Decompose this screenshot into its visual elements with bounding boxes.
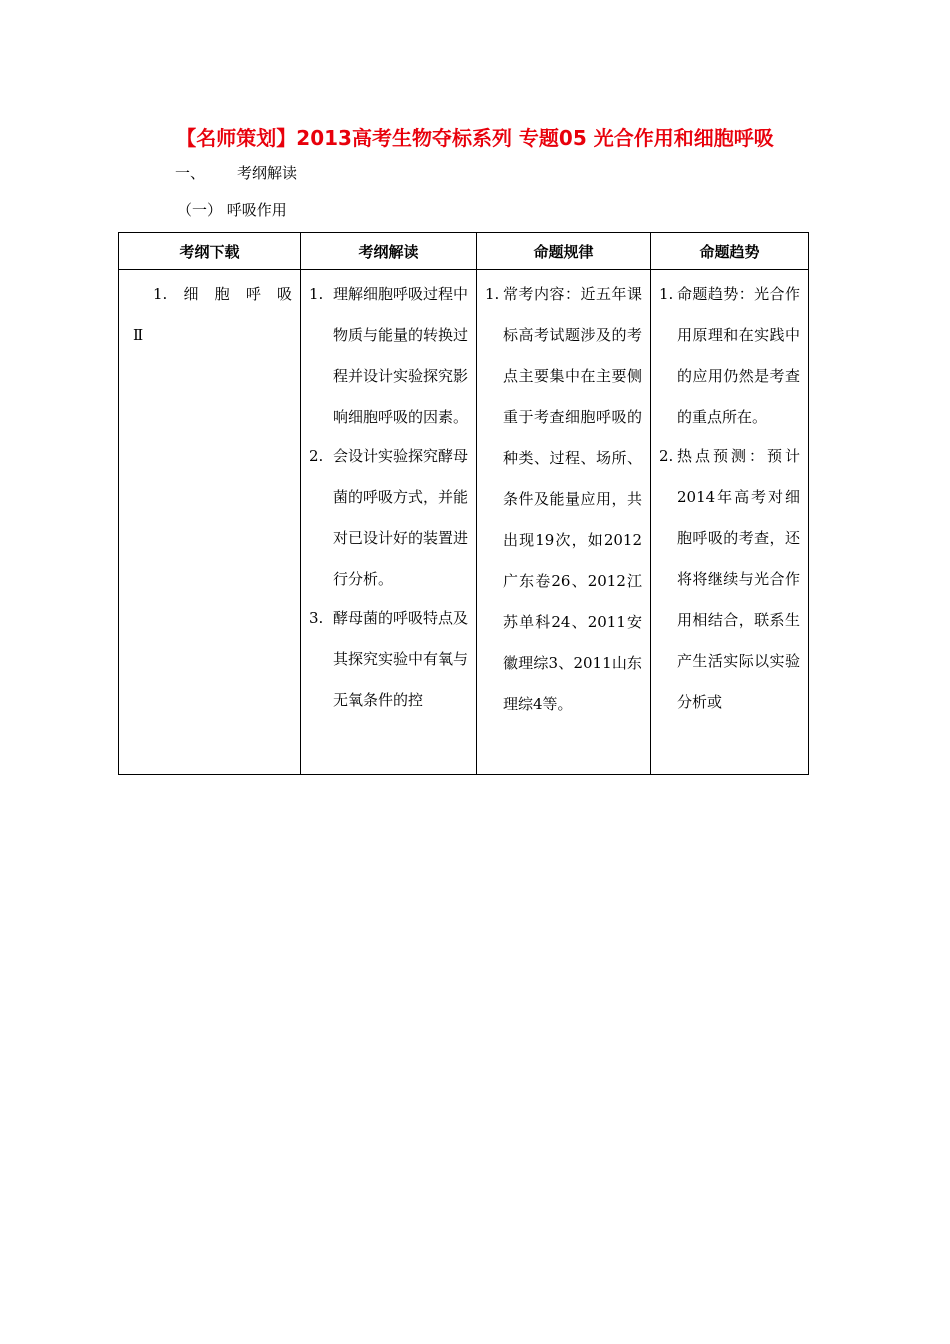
download-item-number: 1. xyxy=(153,285,168,303)
download-item-level: Ⅱ xyxy=(133,326,144,344)
list-item xyxy=(485,274,642,725)
list-item-text: 命题趋势：光合作用原理和在实践中的应用仍然是考查的重点所在。 xyxy=(677,285,800,426)
list-item-number: 2. xyxy=(659,447,674,465)
list-item xyxy=(309,274,468,438)
list-item xyxy=(659,436,800,723)
list-item-text: 常考内容：近五年课标高考试题涉及的考点主要集中在主要侧重于考查细胞呼吸的种类、过程、场所、条件及能量应用，共出现19次，如2012广东卷26、2012江苏单科24、2011安徽理综3、2011山东理综4等。 xyxy=(503,285,642,713)
download-item xyxy=(133,274,292,315)
list-item-number: 1. xyxy=(309,285,324,303)
list-item xyxy=(309,436,468,600)
outline-table xyxy=(118,232,809,775)
header-interpretation: 考纲解读 xyxy=(301,233,477,270)
list-item-number: 3. xyxy=(309,609,324,627)
section-heading: 考纲解读 xyxy=(237,164,298,182)
list-item xyxy=(309,598,468,721)
document-title: 【名师策划】2013高考生物夺标系列 专题05 光合作用和细胞呼吸 xyxy=(176,126,774,150)
list-item-text: 热点预测：预计2014年高考对细胞呼吸的考查，还将将继续与光合作用相结合，联系生产生活实际以实验分析或 xyxy=(677,447,800,711)
list-item-text: 酵母菌的呼吸特点及其探究实验中有氧与无氧条件的控 xyxy=(333,609,469,709)
header-trend: 命题趋势 xyxy=(651,233,809,270)
list-item-number: 2. xyxy=(309,447,324,465)
header-download: 考纲下载 xyxy=(119,233,301,270)
list-item-text: 理解细胞呼吸过程中物质与能量的转换过程并设计实验探究影响细胞呼吸的因素。 xyxy=(333,285,469,426)
header-pattern: 命题规律 xyxy=(477,233,651,270)
download-item-char: 吸 xyxy=(276,285,292,303)
cell-download xyxy=(119,270,301,775)
list-item xyxy=(659,274,800,438)
list-item-text: 会设计实验探究酵母菌的呼吸方式，并能对已设计好的装置进行分析。 xyxy=(333,447,469,588)
download-item-char: 胞 xyxy=(214,285,230,303)
cell-trend xyxy=(651,270,809,775)
list-item-number: 1. xyxy=(485,285,500,303)
cell-pattern xyxy=(477,270,651,775)
table-header-row xyxy=(119,233,809,270)
list-item-number: 1. xyxy=(659,285,674,303)
cell-interpretation xyxy=(301,270,477,775)
table-row xyxy=(119,270,809,775)
download-item-char: 细 xyxy=(183,285,199,303)
section-number: 一、 xyxy=(175,164,206,182)
download-item-char: 呼 xyxy=(245,285,261,303)
subsection-heading: （一） 呼吸作用 xyxy=(177,201,287,219)
